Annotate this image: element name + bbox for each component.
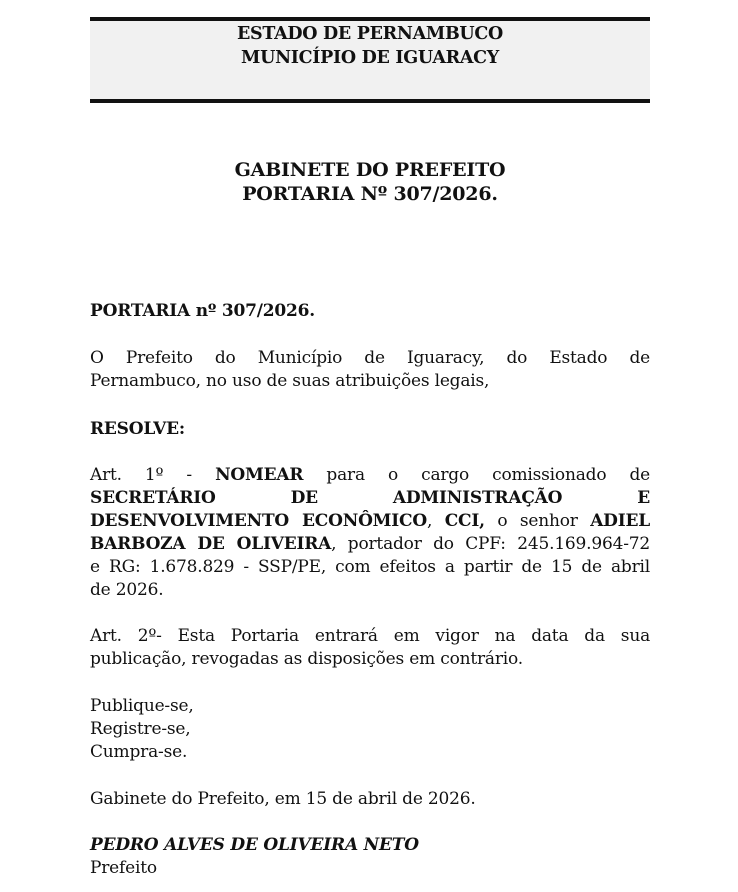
signatory-name: PEDRO ALVES DE OLIVEIRA NETO bbox=[90, 835, 419, 855]
appointee-name-part1: ADIEL bbox=[590, 511, 650, 531]
article-1-paragraph bbox=[90, 464, 650, 602]
art1-line-3: DESENVOLVIMENTO ECONÔMICO, CCI, o senhor ADIEL bbox=[90, 511, 650, 531]
preamble-paragraph bbox=[90, 347, 650, 393]
article-2-paragraph bbox=[90, 625, 650, 671]
cumpra-se: Cumpra-se. bbox=[90, 742, 188, 762]
cargo-line-1: SECRETÁRIO DE ADMINISTRAÇÃO E bbox=[90, 488, 650, 508]
closing-formula bbox=[90, 695, 650, 764]
cci-label: CCI, bbox=[444, 511, 485, 531]
document-title bbox=[90, 158, 650, 206]
signature-block bbox=[90, 834, 650, 880]
art2-line-2: publicação, revogadas as disposições em contrário. bbox=[90, 649, 523, 669]
cargo-line-2: DESENVOLVIMENTO ECONÔMICO bbox=[90, 511, 427, 531]
art1-line-5: e RG: 1.678.829 - SSP/PE, com efeitos a partir de 15 de abril bbox=[90, 557, 650, 577]
header-title bbox=[90, 22, 650, 70]
art1-line-6: de 2026. bbox=[90, 580, 164, 600]
office-title: GABINETE DO PREFEITO bbox=[234, 159, 506, 181]
signatory-role: Prefeito bbox=[90, 858, 157, 878]
date-line: Gabinete do Prefeito, em 15 de abril de 2026. bbox=[90, 789, 476, 809]
art2-line-1: Art. 2º- Esta Portaria entrará em vigor na data da sua bbox=[90, 626, 650, 646]
preamble-line-1: O Prefeito do Município de Iguaracy, do Estado de bbox=[90, 348, 650, 368]
state-name: ESTADO DE PERNAMBUCO bbox=[237, 24, 503, 44]
registre-se: Registre-se, bbox=[90, 719, 191, 739]
preamble-line-2: Pernambuco, no uso de suas atribuições legais, bbox=[90, 371, 490, 391]
publique-se: Publique-se, bbox=[90, 696, 194, 716]
portaria-number-title: PORTARIA Nº 307/2026. bbox=[242, 183, 498, 205]
resolve-heading: RESOLVE: bbox=[90, 419, 185, 439]
portaria-label: PORTARIA nº 307/2026. bbox=[90, 301, 316, 321]
appointee-name-part2: BARBOZA DE OLIVEIRA bbox=[90, 534, 332, 554]
municipality-name: MUNICÍPIO DE IGUARACY bbox=[241, 48, 499, 68]
art1-line-1: Art. 1º - NOMEAR para o cargo comissionado de bbox=[90, 465, 650, 485]
nomear-keyword: NOMEAR bbox=[215, 465, 304, 485]
art1-line-4: BARBOZA DE OLIVEIRA, portador do CPF: 245.169.964-72 bbox=[90, 534, 650, 554]
